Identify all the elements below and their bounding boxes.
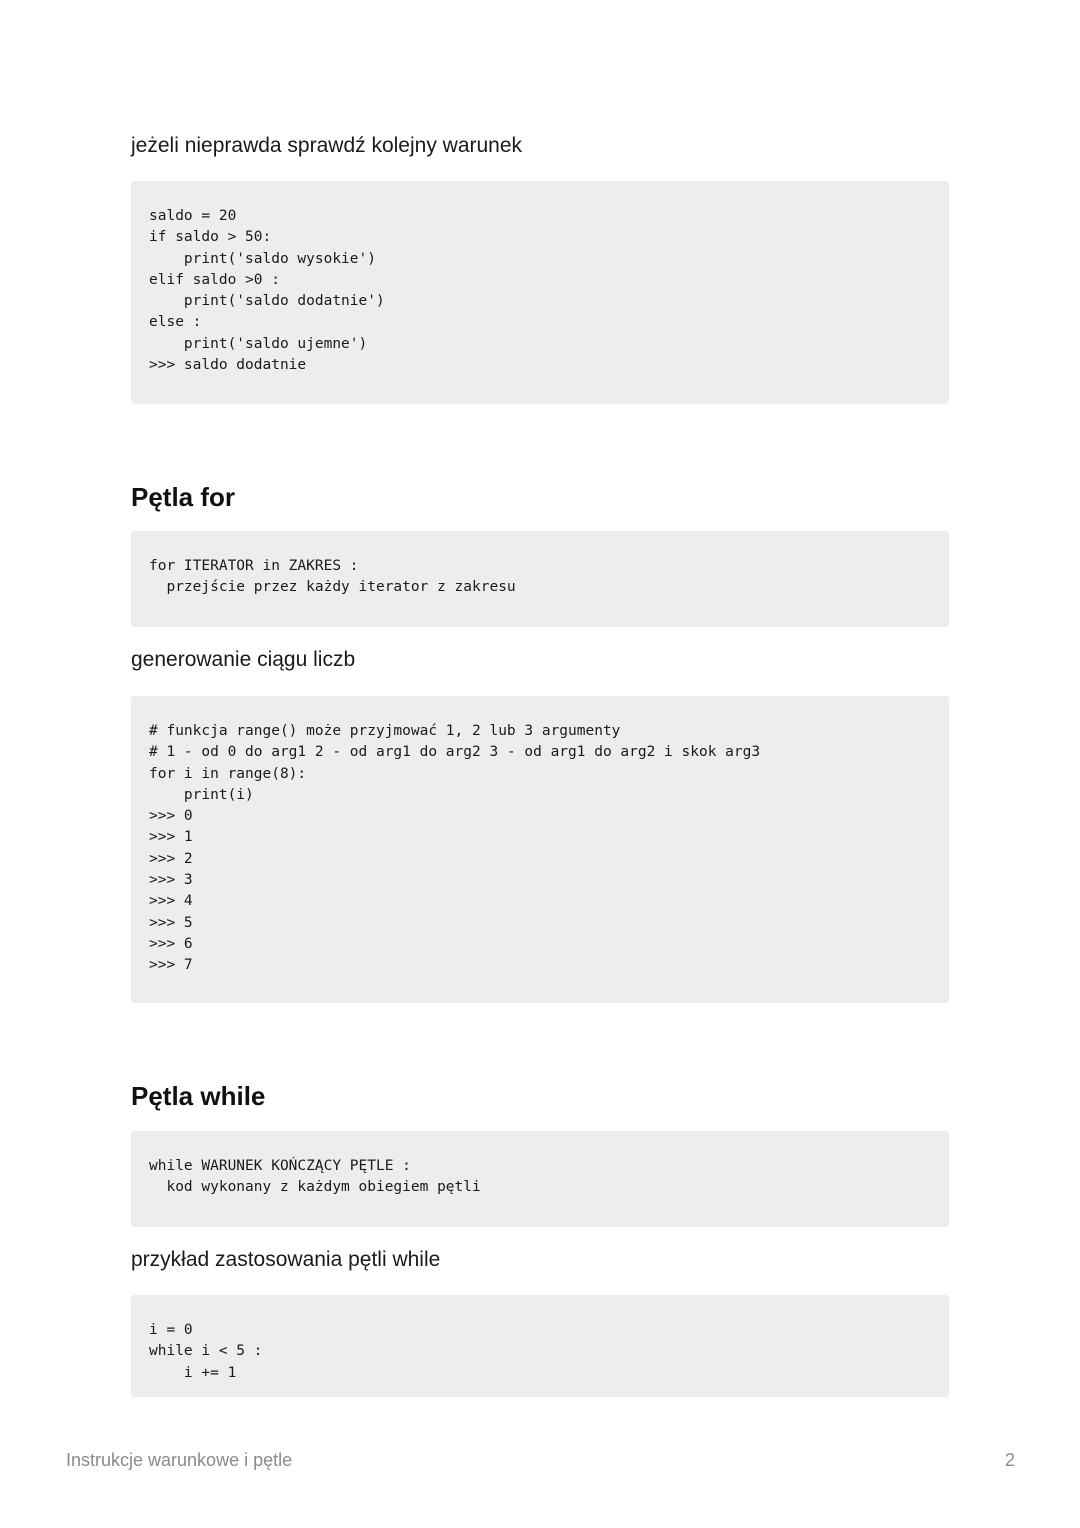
code-block-range (131, 696, 949, 1003)
code-for-syntax: for ITERATOR in ZAKRES : przejście przez każdy iterator z zakresu (149, 558, 516, 596)
footer-page-number: 2 (1004, 1450, 1015, 1470)
code-block-while-syntax (131, 1131, 949, 1227)
code-elif: saldo = 20 if saldo > 50: print('saldo wysokie') elif saldo >0 : print('saldo dodatnie') else : print('saldo ujemne') >>> saldo dodatnie (149, 208, 385, 374)
code-block-elif (131, 181, 949, 404)
heading-for-loop: Pętla for (131, 482, 236, 512)
range-intro-text: generowanie ciągu liczb (131, 648, 356, 671)
footer-document-title: Instrukcje warunkowe i pętle (66, 1450, 293, 1470)
code-range: # funkcja range() może przyjmować 1, 2 lub 3 argumenty # 1 - od 0 do arg1 2 - od arg1 do arg2 3 - od arg1 do arg2 i skok arg3 for i in range(8): print(i) >>> 0 >>> 1 >>> 2 >>> 3 >>> 4 >>> 5 >>> 6 >>> 7 (149, 723, 761, 974)
elif-intro-text: jeżeli nieprawda sprawdź kolejny warunek (131, 134, 523, 157)
code-block-for-syntax (131, 531, 949, 627)
code-while-syntax: while WARUNEK KOŃCZĄCY PĘTLE : kod wykonany z każdym obiegiem pętli (149, 1158, 481, 1196)
heading-while-loop: Pętla while (131, 1081, 266, 1111)
code-while-example: i = 0 while i < 5 : i += 1 (149, 1322, 263, 1381)
while-example-intro-text: przykład zastosowania pętli while (131, 1248, 441, 1271)
code-block-while-example (131, 1295, 949, 1397)
